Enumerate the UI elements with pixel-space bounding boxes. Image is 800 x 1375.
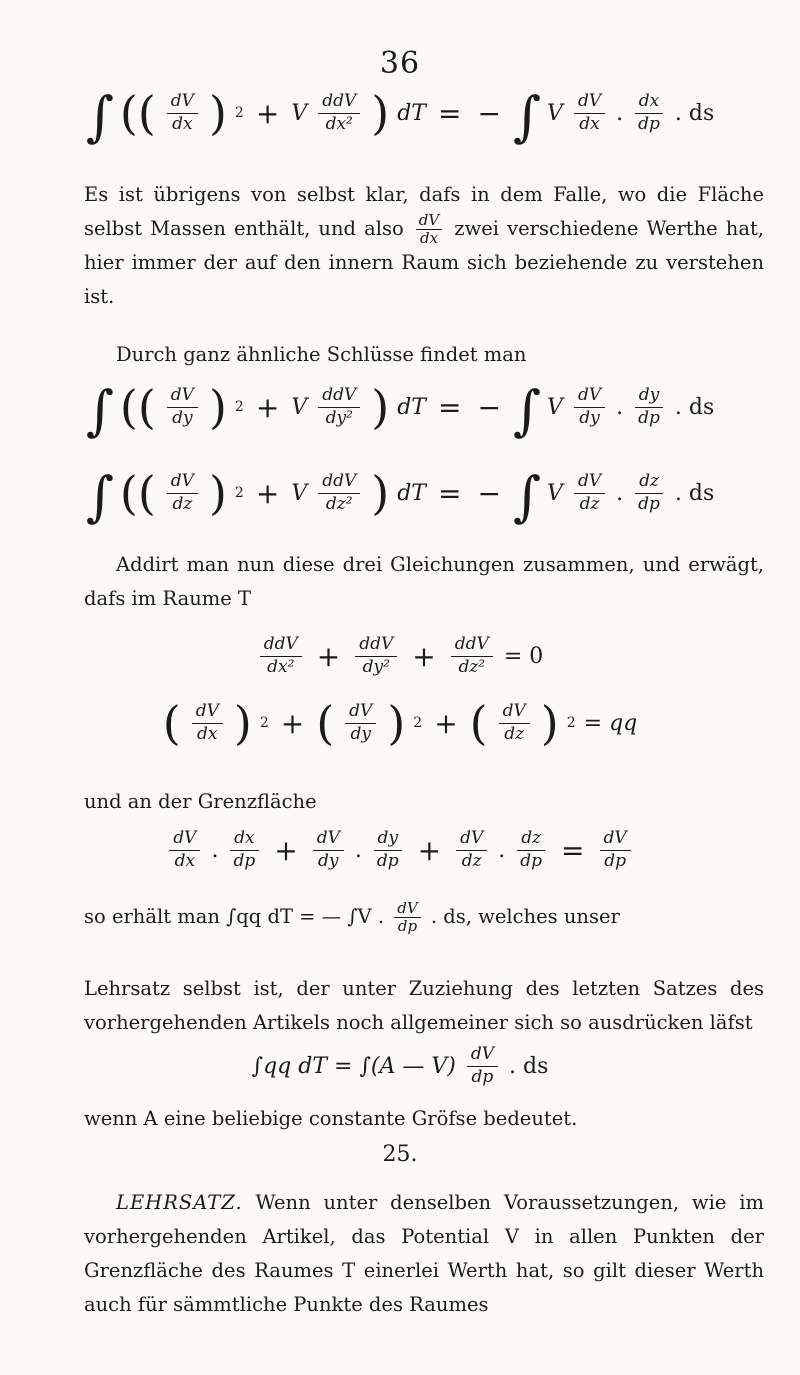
fraction-denominator: dp <box>397 917 418 935</box>
fraction-denominator: dx <box>419 229 439 247</box>
equation-7: ∫qq dT = ∫(A — V) $\frac{dV}{dp}$ . ds <box>251 1044 549 1087</box>
paragraph-5-text-b: . ds, welches unser <box>430 905 620 928</box>
paragraph-5-text-a: so erhält man ∫qq dT = — ∫V . <box>84 905 385 928</box>
paragraph-6: Lehrsatz selbst ist, der unter Zuziehung des letzten Satzes des vorhergehenden Artikels noch allgemeiner sich so ausdrücken läfst <box>84 977 764 1034</box>
fraction-numerator: dV <box>394 901 420 918</box>
section-number: 25. <box>382 1142 418 1167</box>
equation-7-right: . ds <box>509 1053 549 1079</box>
inline-fraction-dv-dx <box>416 213 442 246</box>
equation-6: $\frac{dV}{dx}$ . $\frac{dx}{dp}$ + $\frac{dV}{dy}$ . $\frac{dy}{dp}$ + $\frac{dV}{dz}$ . $\frac{dz}{dp}$ = $\frac{dV}{dp}$ <box>0 824 800 871</box>
equation-4-rhs: = 0 <box>503 643 544 669</box>
paragraph-3: Addirt man nun diese drei Gleichungen zusammen, und erwägt, dafs im Raume T <box>84 553 764 610</box>
equation-2: ∫ (( $\frac{dV}{dy}$ ) 2 + V $\frac{\text{ddV}}{\text{dy²}}$ ) dT = − ∫ V $\frac{dV}{dy}$ . $\frac{dy}{dp}$ . ds <box>85 379 715 442</box>
paragraph-1-text-a: Es ist übrigens von selbst klar, dafs in dem Falle, wo die Fläche selbst Massen enthält, und also <box>84 183 764 240</box>
paragraph-1-text-b: zwei verschiedene Werthe hat, hier immer der auf den innern Raum sich beziehende zu verstehen ist. <box>84 217 764 308</box>
equation-7-left: ∫qq dT = ∫(A — V) <box>251 1053 456 1079</box>
fraction-numerator: dV <box>416 213 442 230</box>
equation-1: ∫ (( $\frac{dV}{dx}$ ) 2 + V $\frac{\text{ddV}}{\text{dx²}}$ ) dT = − ∫ V $\frac{dV}{dx}$ . $\frac{dx}{dp}$ . ds <box>85 85 715 148</box>
paragraph-8 <box>84 1186 764 1322</box>
equation-5: ( $\frac{dV}{dx}$ ) 2 + ( $\frac{dV}{dy}$ ) 2 + ( $\frac{dV}{dz}$ ) 2 = qq <box>162 696 638 750</box>
equation-3: ∫ (( $\frac{dV}{dz}$ ) 2 + V $\frac{\text{ddV}}{\text{dz²}}$ ) dT = − ∫ V $\frac{dV}{dz}$ . $\frac{dz}{dp}$ . ds <box>85 465 715 528</box>
paragraph-4: und an der Grenzfläche <box>84 790 317 813</box>
inline-fraction-dv-dp <box>394 901 420 934</box>
page-number: 36 <box>379 46 421 81</box>
paragraph-1 <box>84 178 764 314</box>
paragraph-2: Durch ganz ähnliche Schlüsse findet man <box>116 343 527 366</box>
paragraph-7: wenn A eine beliebige constante Gröfse bedeutet. <box>84 1107 578 1130</box>
paragraph-5 <box>84 900 764 934</box>
equation-4: $\frac{\text{ddV}}{\text{dx²}}$ + $\frac{\text{ddV}}{\text{dy²}}$ + $\frac{\text{ddV}}{\text{dz²}}$ = 0 <box>0 630 800 677</box>
equation-5-rhs: = qq <box>583 710 638 736</box>
theorem-body: Wenn unter denselben Voraussetzungen, wie im vorhergehenden Artikel, das Potential V in allen Punkten der Grenzfläche des Raumes T einerlei Werth hat, so gilt dieser Werth auch für sämmtliche Punkte des Raumes <box>84 1191 764 1316</box>
theorem-title: LEHRSATZ. <box>116 1191 243 1214</box>
